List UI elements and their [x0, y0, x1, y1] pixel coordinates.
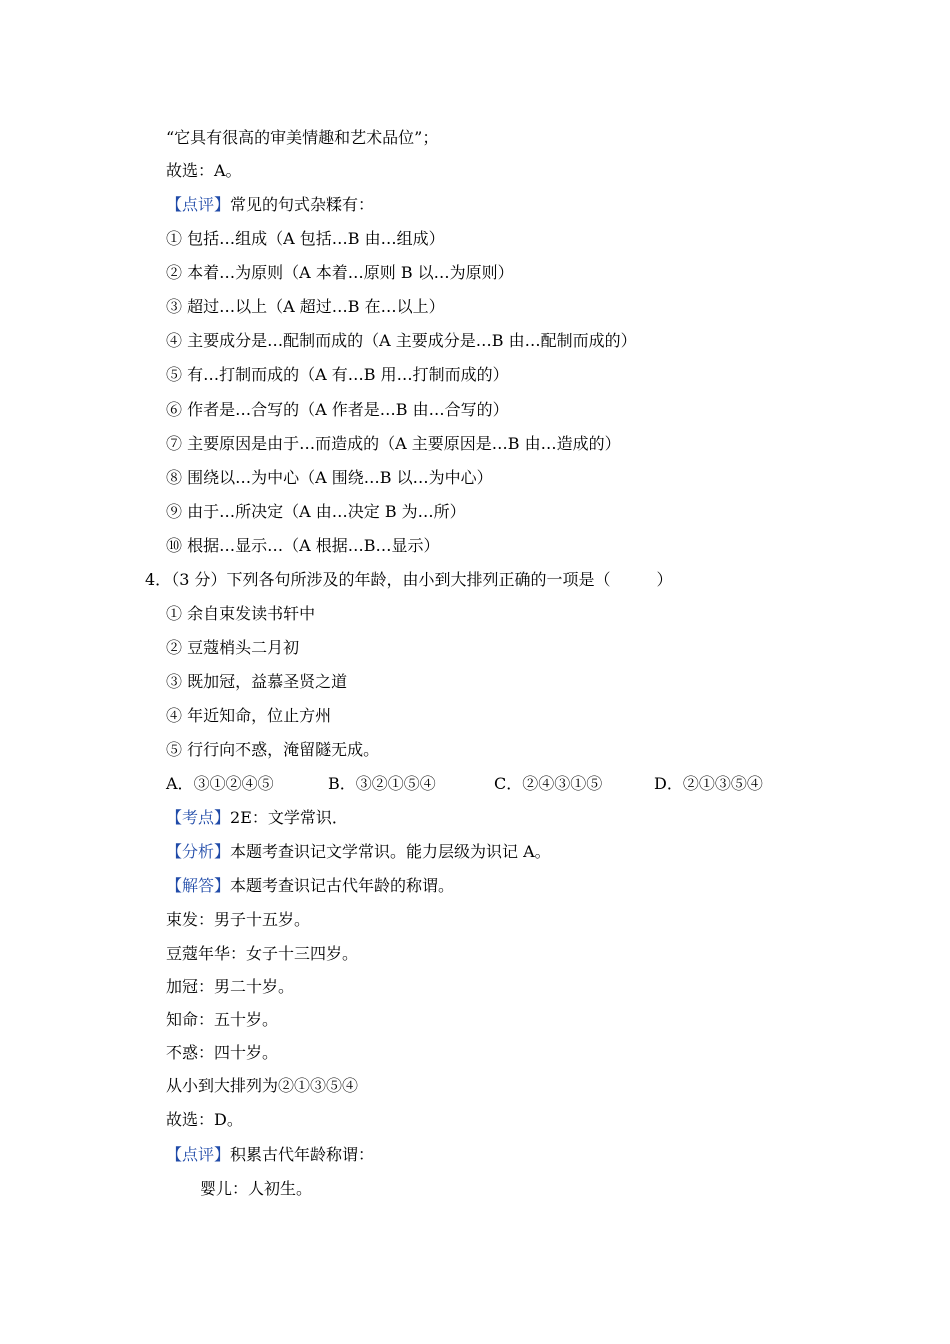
fenxi-line	[166, 840, 551, 864]
explanation-line: 从小到大排列为②①③⑤④	[166, 1076, 359, 1095]
explanation-line: 知命：五十岁。	[166, 1010, 279, 1029]
fenxi-text: 本题考查识记文学常识。能力层级为识记 A。	[230, 842, 551, 861]
option-a: A．③①②④⑤	[166, 774, 274, 793]
kaodian-line	[166, 806, 348, 830]
list-item: ① 包括…组成（A 包括…B 由…组成）	[166, 229, 445, 248]
list-item: ⑤ 有…打制而成的（A 有…B 用…打制而成的）	[166, 365, 509, 384]
options-row	[166, 772, 806, 796]
fenxi-tag: 【分析】	[166, 842, 231, 861]
question-close-paren: ）	[656, 570, 673, 589]
list-item: ③ 超过…以上（A 超过…B 在…以上）	[166, 297, 445, 316]
option-d: D．②①③⑤④	[654, 774, 763, 793]
jieda-text: 本题考查识记古代年龄的称谓。	[230, 876, 455, 895]
question-sentence: ④ 年近知命，位止方州	[166, 706, 332, 725]
review-tag: 【点评】	[166, 195, 231, 214]
explanation-line: 束发：男子十五岁。	[166, 910, 311, 929]
question-sentence: ① 余自束发读书轩中	[166, 604, 316, 623]
explanation-line: 不惑：四十岁。	[166, 1043, 279, 1062]
list-item: ⑩ 根据…显示…（A 根据…B…显示）	[166, 536, 440, 555]
answer-choice-line: 故选：A。	[166, 161, 242, 180]
option-c: C．②④③①⑤	[494, 774, 603, 793]
kaodian-tag: 【考点】	[166, 808, 231, 827]
review-heading-2	[166, 1143, 374, 1167]
review-text-2: 积累古代年龄称谓：	[230, 1145, 375, 1164]
explanation-line: 加冠：男二十岁。	[166, 977, 295, 996]
option-b: B．③②①⑤④	[328, 774, 436, 793]
jieda-tag: 【解答】	[166, 876, 231, 895]
question-sentence: ③ 既加冠，益慕圣贤之道	[166, 672, 348, 691]
list-item: ⑧ 围绕以…为中心（A 围绕…B 以…为中心）	[166, 468, 493, 487]
list-item: ② 本着…为原则（A 本着…原则 B 以…为原则）	[166, 263, 514, 282]
review-tag-2: 【点评】	[166, 1145, 231, 1164]
quote-line: “它具有很高的审美情趣和艺术品位”；	[166, 128, 439, 147]
list-item: ⑨ 由于…所决定（A 由…决定 B 为…所）	[166, 502, 466, 521]
question-sentence: ⑤ 行行向不惑，淹留隧无成。	[166, 740, 380, 759]
question-text: （3 分）下列各句所涉及的年龄，由小到大排列正确的一项是（	[171, 570, 611, 589]
question-number: 4．	[145, 570, 172, 589]
list-item: ⑥ 作者是…合写的（A 作者是…B 由…合写的）	[166, 400, 509, 419]
question-sentence: ② 豆蔻梢头二月初	[166, 638, 300, 657]
explanation-line: 豆蔻年华：女子十三四岁。	[166, 944, 359, 963]
age-term-line: 婴儿：人初生。	[200, 1179, 313, 1198]
explanation-line: 故选：D。	[166, 1110, 243, 1129]
question-stem	[145, 568, 672, 592]
review-text: 常见的句式杂糅有：	[230, 195, 375, 214]
list-item: ④ 主要成分是…配制而成的（A 主要成分是…B 由…配制而成的）	[166, 331, 637, 350]
list-item: ⑦ 主要原因是由于…而造成的（A 主要原因是…B 由…造成的）	[166, 434, 621, 453]
jieda-line	[166, 874, 454, 898]
review-heading	[166, 193, 374, 217]
kaodian-text: 2E：文学常识．	[230, 808, 348, 827]
